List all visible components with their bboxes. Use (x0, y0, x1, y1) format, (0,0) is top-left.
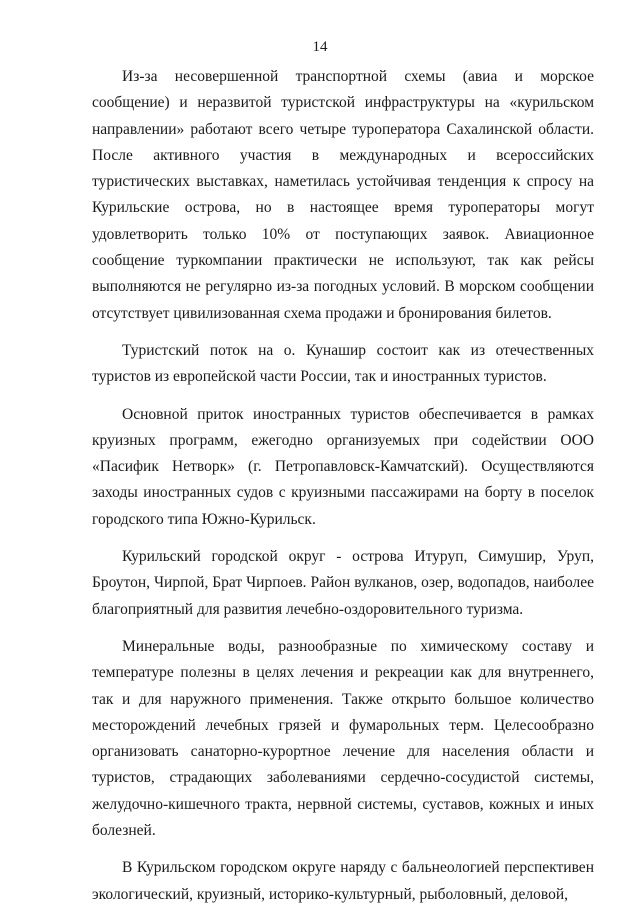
paragraph-kunashir-tourist-flow: Туристский поток на о. Кунашир состоит как из отечественных туристов из европейской части России, так и иностранных туристов. (92, 341, 594, 386)
paragraph-foreign-tourists: Основной приток иностранных туристов обеспечивается в рамках круизных программ, ежегодно организуемых при содействии ООО «Пасифик Нетворк» (г. Петропавловск-Камчатский). Осуществляются заходы иностранных судов с круизными пассажирами на борту в поселок городского типа Южно-Курильск. (92, 405, 594, 528)
paragraph-tourism-prospects: В Курильском городском округе наряду с бальнеологией перспективен экологический, круизный, историко-культурный, рыболовный, деловой, (92, 859, 594, 903)
page-number: 14 (312, 39, 328, 55)
paragraph-transport-scheme: Из-за несовершенной транспортной схемы (авиа и морское сообщение) и неразвитой туристской инфраструктуры на «курильском направлении» работают всего четыре туроператора Сахалинской области. После активного участия в международных и всероссийских туристических выставках, наметилась устойчивая тенденция к спросу на Курильские острова, но в настоящее время туроператоры могут удовлетворить только 10% от поступающих заявок. Авиационное сообщение туркомпании практически не используют, так как рейсы выполняются не регулярно из-за погодных условий. В морском сообщении отсутствует цивилизованная схема продажи и бронирования билетов. (92, 68, 594, 322)
document-body (92, 64, 594, 919)
paragraph-mineral-waters: Минеральные воды, разнообразные по химическому составу и температуре полезны в целях лечения и рекреации как для внутреннего, так и для наружного применения. Также открыто большое количество месторождений лечебных грязей и фумарольных терм. Целесообразно организовать санаторно-курортное лечение для населения области и туристов, страдающих заболеваниями сердечно-сосудистой системы, желудочно-кишечного тракта, нервной системы, суставов, кожных и иных болезней. (92, 637, 594, 840)
paragraph-kuril-district: Курильский городской округ - острова Итуруп, Симушир, Уруп, Броутон, Чирпой, Брат Чирпоев. Район вулканов, озер, водопадов, наиболее благоприятный для развития лечебно-оздоровительного туризма. (92, 548, 594, 618)
